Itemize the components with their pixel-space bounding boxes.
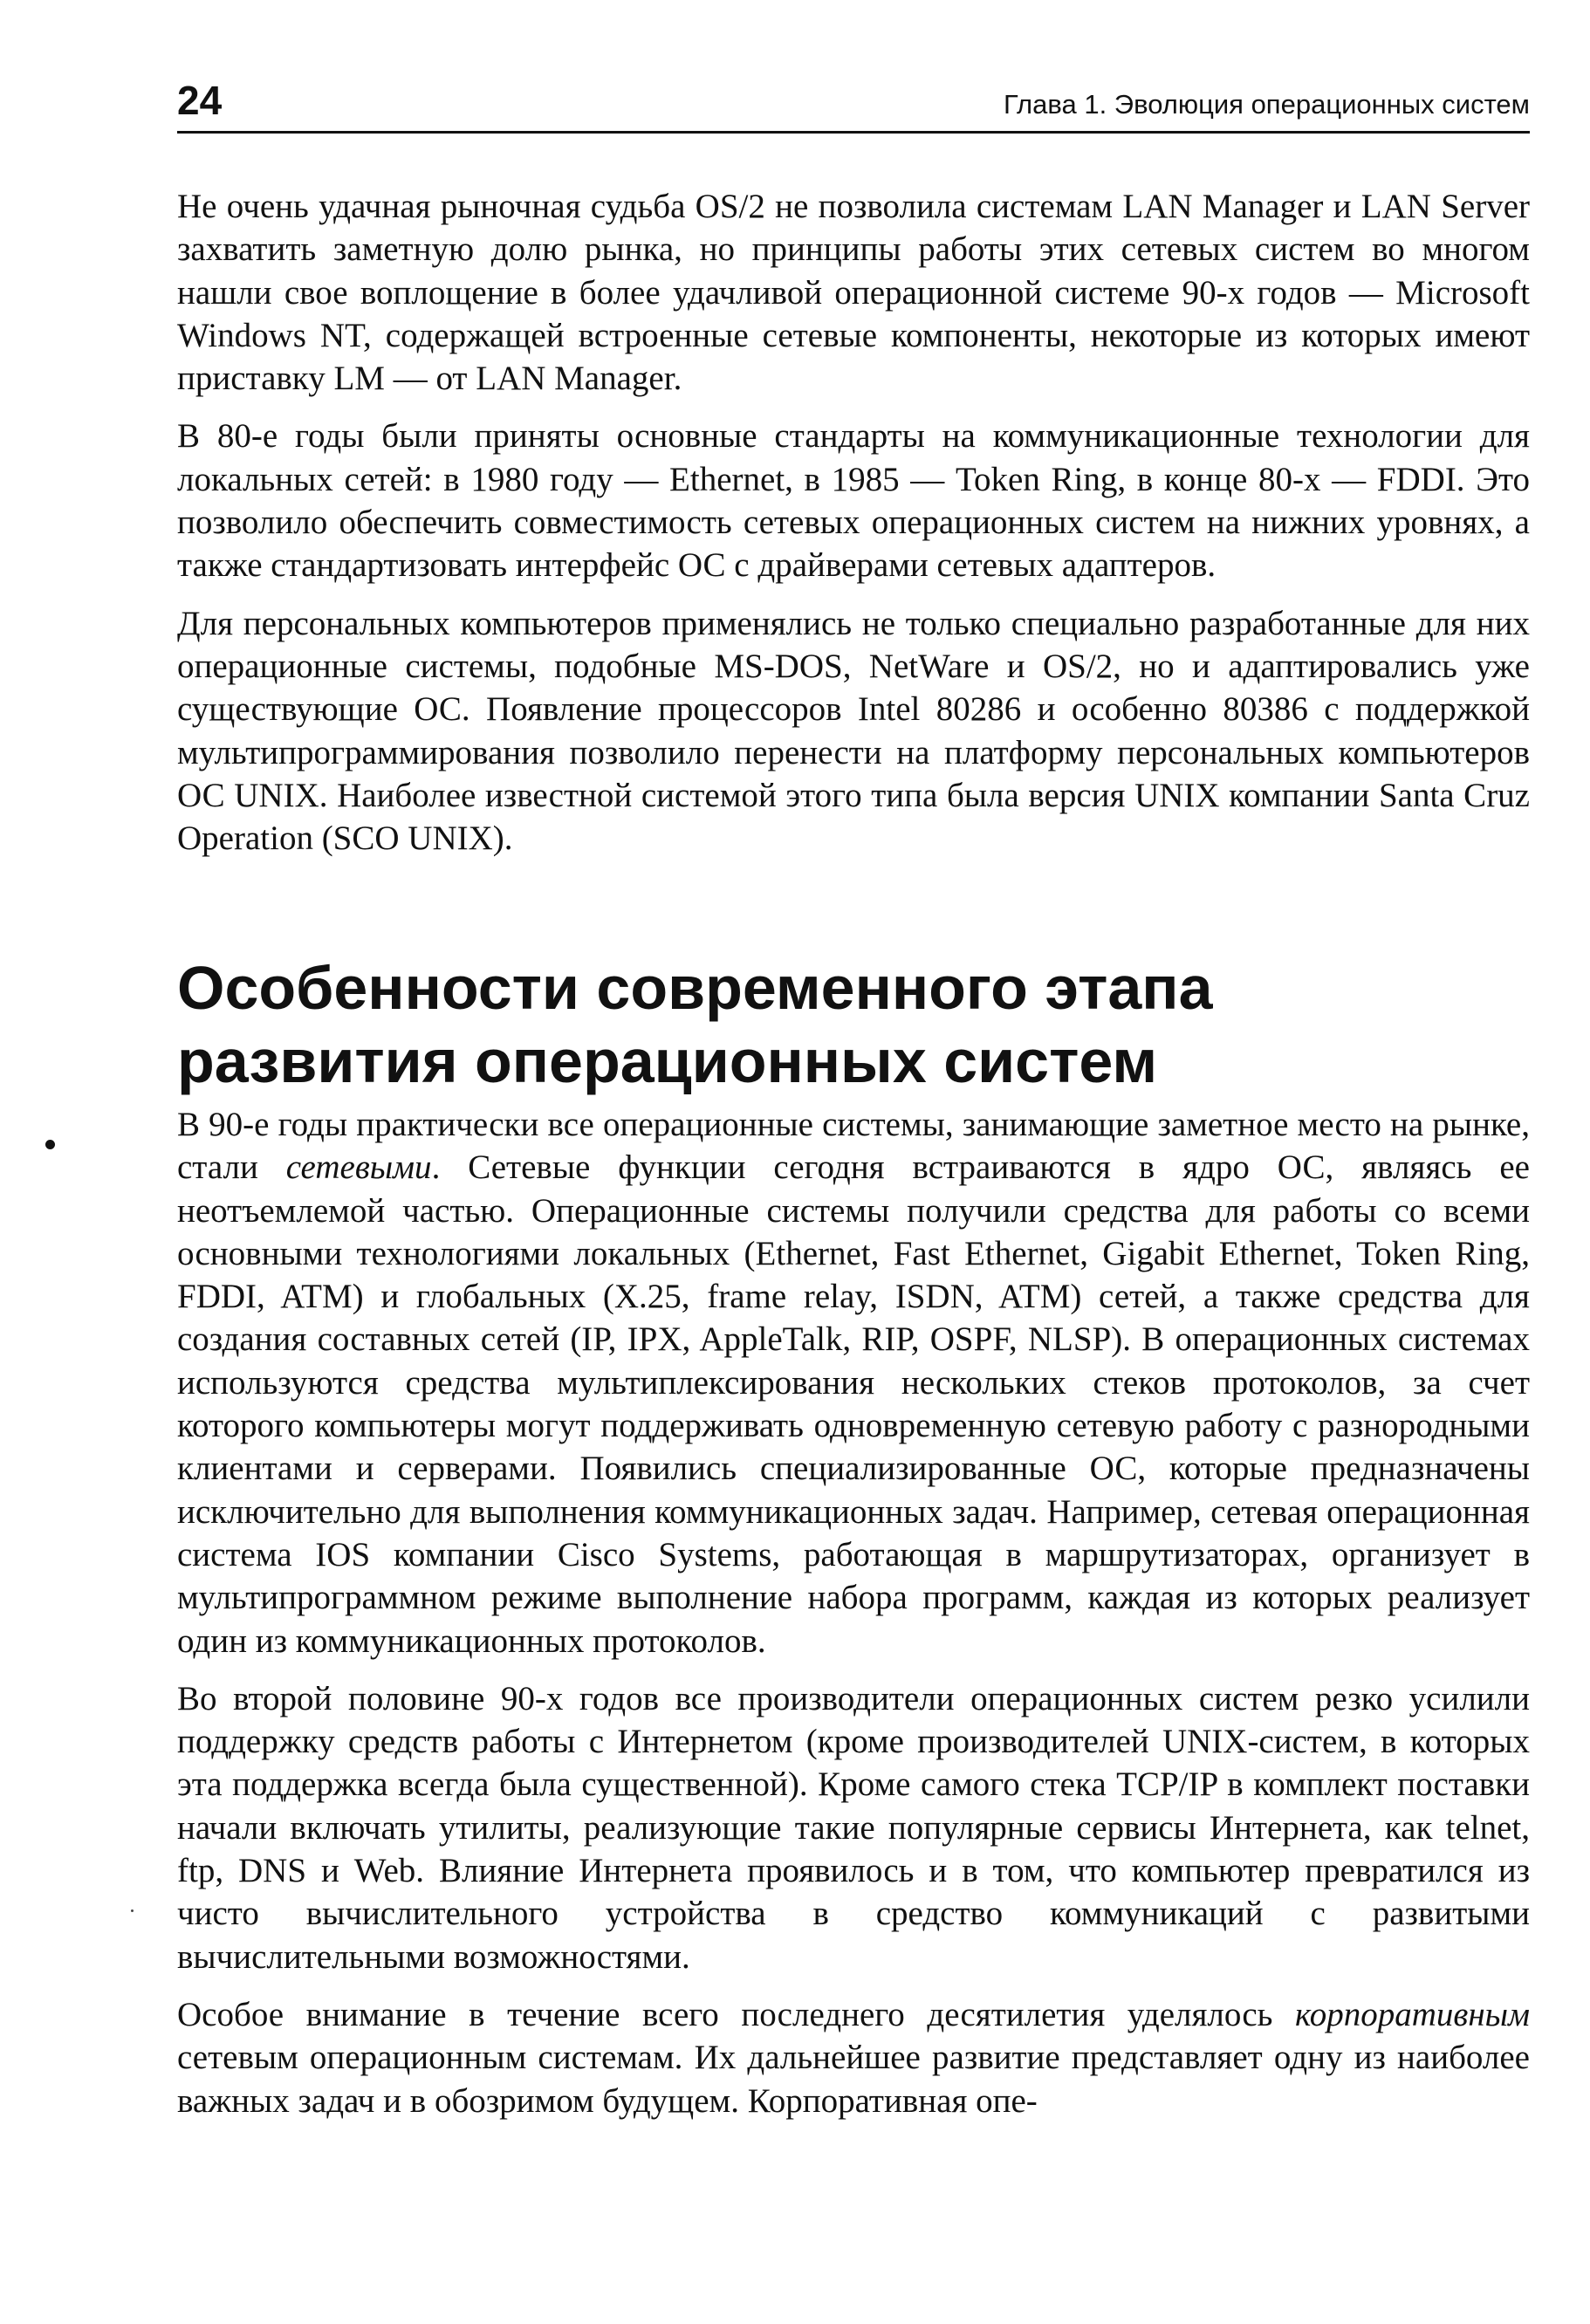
section-heading-line2: развития операционных систем	[177, 1027, 1158, 1095]
paragraph: В 80-е годы были приняты основные стандарты на коммуникационные технологии для локальных сетей: в 1980 году — Ethernet, в 1985 — Token Ring, в конце 80-х — FDDI. Это позволило обеспечить совместимость сетевых операционных систем на нижних уровнях, а также стандартизовать интерфейс ОС с драйверами сетевых адаптеров.	[177, 417, 1530, 585]
paragraph: Для персональных компьютеров применялись не только специально разработанные для них операционные системы, подобные MS-DOS, NetWare и OS/2, но и адаптировались уже существующие ОС. Появление процессоров Intel 80286 и особенно 80386 с поддержкой мультипрограммирования позволило перенести на платформу персональных компьютеров ОС UNIX. Наиболее известной системой этого типа была версия UNIX компании Santa Cruz Operation (SCO UNIX).	[177, 604, 1530, 858]
page-header	[177, 77, 1530, 134]
margin-mark	[131, 1909, 134, 1912]
paragraph: Не очень удачная рыночная судьба OS/2 не позволила системам LAN Manager и LAN Server захватить заметную долю рынка, но принципы работы этих сетевых систем во многом нашли свое воплощение в более удачливой операционной системе 90-х годов — Microsoft Windows NT, содержащей встроенные сетевые компоненты, некоторые из которых имеют приставку LM — от LAN Manager.	[177, 188, 1530, 398]
paragraph: Во второй половине 90-х годов все производители операционных систем резко усилили поддержку средств работы с Интернетом (кроме производителей UNIX-систем, в которых эта поддержка всегда была существенной). Кроме самого стека TCP/IP в комплект поставки начали включать утилиты, реализующие такие популярные сервисы Интернета, как telnet, ftp, DNS и Web. Влияние Интернета проявилось и в том, что компьютер превратился из чисто вычислительного устройства в средство коммуникаций с развитыми вычислительными возможностями.	[177, 1679, 1530, 1976]
intro-text	[177, 185, 1530, 874]
margin-dot	[45, 1140, 55, 1149]
paragraph-text: . Сетевые функции сегодня встраиваются в ядро ОС, являясь ее неотъемлемой частью. Операционные системы получили средства для работы со всеми основными технологиями локальных (Ethernet, Fast Ethernet, Gigabit Ethernet, Token Ring, FDDI, ATM) и глобальных (X.25, frame relay, ISDN, ATM) сетей, а также средства для создания составных сетей (IP, IPX, AppleTalk, RIP, OSPF, NLSP). В операционных системах используются средства мультиплексирования нескольких стеков протоколов, за счет которого компьютеры могут поддерживать одновременную сетевую работу с разнородными клиентами и серверами. Появились специализированные ОС, которые предназначены исключительно для выполнения коммуникационных задач. Например, сетевая операционная система IOS компании Cisco Systems, работающая в маршрутизаторах, организует в мультипрограммном режиме выполнение набора программ, каждая из которых реализует один из коммуникационных протоколов.	[177, 1148, 1530, 1660]
paragraph-text: сетевым операционным системам. Их дальнейшее развитие представляет одну из наиболее важных задач и в обозримом будущем. Корпоративная опе-	[177, 2039, 1530, 2120]
emphasis: корпоративным	[1294, 1995, 1530, 2033]
section-text	[177, 1103, 1530, 2137]
paragraph-text: В 90-е годы практически все операционные системы, занимающие заметное место на рынке, стали	[177, 1106, 1530, 1187]
section-heading	[177, 951, 1530, 1098]
emphasis: сетевыми	[285, 1148, 432, 1187]
paragraph-text: Особое внимание в течение всего последнего десятилетия уделялось	[177, 1995, 1295, 2033]
paragraph	[177, 1103, 1530, 1662]
section-heading-line1: Особенности современного этапа	[177, 954, 1213, 1022]
running-title: Глава 1. Эволюция операционных систем	[1003, 89, 1530, 120]
paragraph	[177, 1993, 1530, 2122]
page-number: 24	[177, 78, 223, 123]
